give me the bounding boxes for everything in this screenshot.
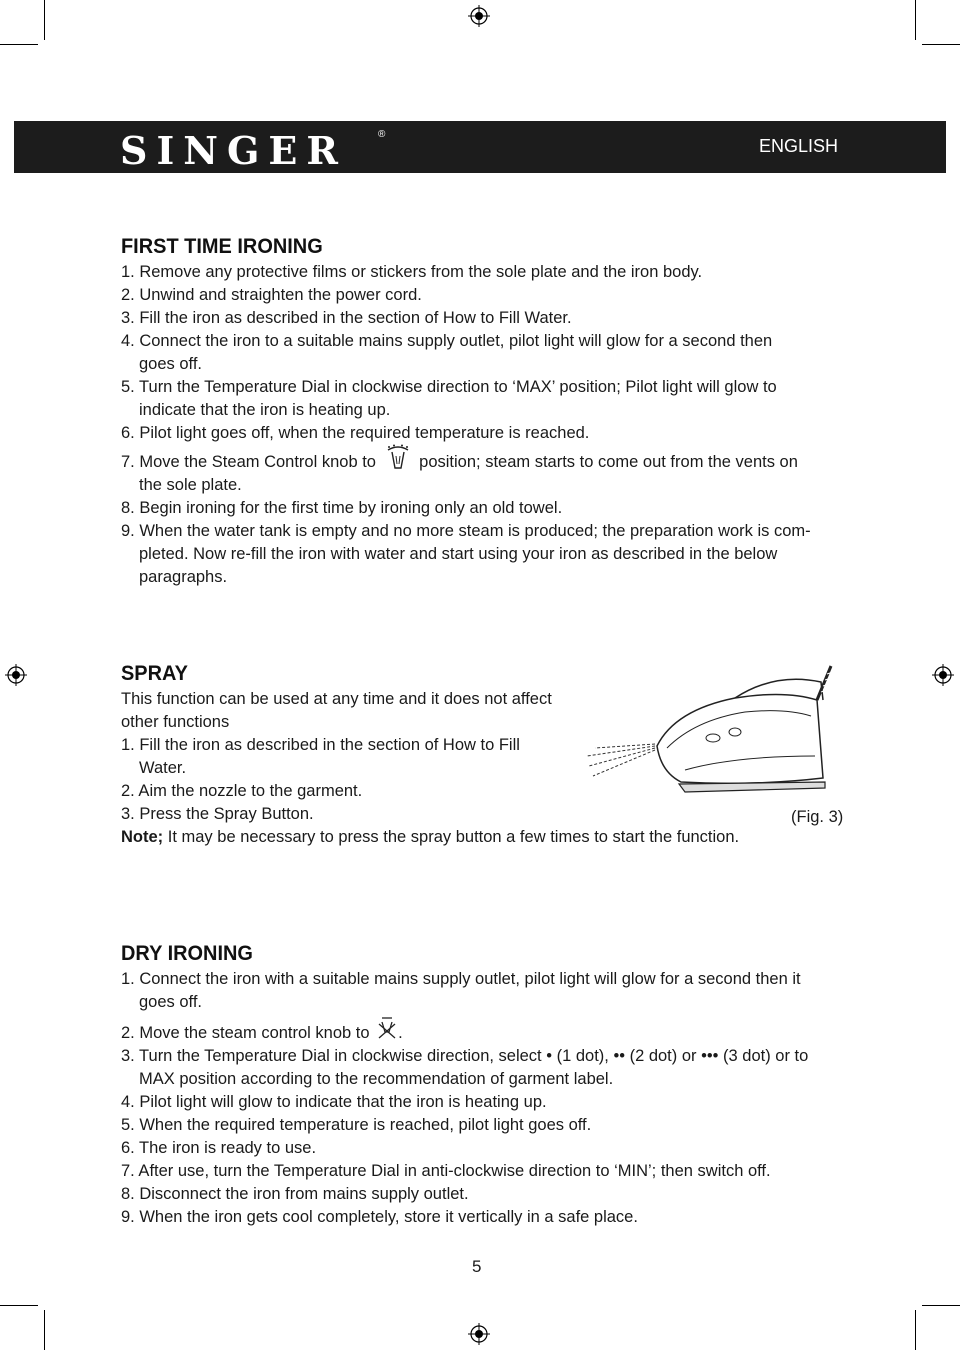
registration-mark-icon [468, 5, 490, 27]
list-item: 7. After use, turn the Temperature Dial in anti-clockwise direction to ‘MIN’; then switch off. [121, 1162, 771, 1180]
brand-logo: SINGER [120, 128, 347, 173]
list-item: 3. Fill the iron as described in the section of How to Fill Water. [121, 309, 572, 327]
list-item: 6. The iron is ready to use. [121, 1139, 317, 1157]
dry-ironing-section [121, 942, 808, 1229]
list-item: 3. Turn the Temperature Dial in clockwise direction, select • (1 dot), •• (2 dot) or ••• (3 dot) or to [121, 1047, 809, 1065]
list-item-continued: Water. [139, 759, 187, 777]
page-number: 5 [472, 1257, 482, 1276]
list-item-continued: MAX position according to the recommendation of garment label. [139, 1070, 614, 1088]
crop-mark [915, 1310, 916, 1350]
list-item: 9. When the water tank is empty and no more steam is produced; the preparation work is com- [121, 522, 811, 540]
list-item-continued: indicate that the iron is heating up. [139, 401, 391, 419]
list-item: 2. Aim the nozzle to the garment. [121, 782, 363, 800]
registered-mark: ® [378, 129, 386, 140]
note-label: Note; [121, 828, 164, 846]
note [121, 826, 739, 849]
crop-mark [922, 44, 960, 45]
list-item: 1. Remove any protective films or stickers from the sole plate and the iron body. [121, 263, 703, 281]
list-item-continued: the sole plate. [139, 476, 242, 494]
crop-mark [44, 0, 45, 40]
list-item: 8. Disconnect the iron from mains supply outlet. [121, 1185, 469, 1203]
section-heading: SPRAY [121, 662, 188, 685]
crop-mark [922, 1305, 960, 1306]
list-item: 8. Begin ironing for the first time by ironing only an old towel. [121, 499, 563, 517]
list-item [121, 451, 811, 474]
list-item: 1. Connect the iron with a suitable mains supply outlet, pilot light will glow for a second then it [121, 970, 801, 988]
section-heading: FIRST TIME IRONING [121, 235, 323, 258]
section-heading: DRY IRONING [121, 942, 253, 965]
crop-mark [44, 1310, 45, 1350]
list-item-continued: goes off. [139, 993, 202, 1011]
paragraph: This function can be used at any time and it does not affect [121, 690, 552, 708]
list-item: 4. Pilot light will glow to indicate that the iron is heating up. [121, 1093, 547, 1111]
list-item-text: . [398, 1024, 403, 1042]
list-item: 5. When the required temperature is reached, pilot light goes off. [121, 1116, 592, 1134]
crop-mark [0, 44, 38, 45]
list-item: 4. Connect the iron to a suitable mains supply outlet, pilot light will glow for a second then [121, 332, 773, 350]
first-time-ironing-section [121, 235, 811, 589]
list-item: 3. Press the Spray Button. [121, 805, 314, 823]
note-text: It may be necessary to press the spray button a few times to start the function. [163, 828, 740, 846]
figure-label: (Fig. 3) [791, 808, 844, 826]
no-steam-icon [376, 1016, 398, 1042]
list-item: 9. When the iron gets cool completely, store it vertically in a safe place. [121, 1208, 638, 1226]
list-item-continued: goes off. [139, 355, 202, 373]
iron-spray-illustration [585, 660, 845, 805]
registration-mark-icon [468, 1323, 490, 1345]
paragraph: other functions [121, 713, 230, 731]
language-label: ENGLISH [758, 136, 838, 156]
registration-mark-icon [5, 664, 27, 686]
list-item [121, 1022, 808, 1045]
crop-mark [0, 1305, 38, 1306]
list-item-text: 7. Move the Steam Control knob to [121, 453, 376, 471]
list-item-continued: pleted. Now re-fill the iron with water and start using your iron as described in the below [139, 545, 778, 563]
list-item: 6. Pilot light goes off, when the required temperature is reached. [121, 424, 590, 442]
list-item-continued: paragraphs. [139, 568, 228, 586]
list-item: 5. Turn the Temperature Dial in clockwise direction to ‘MAX’ position; Pilot light will glow to [121, 378, 777, 396]
header-bar [14, 121, 946, 173]
list-item: 1. Fill the iron as described in the section of How to Fill [121, 736, 520, 754]
crop-mark [915, 0, 916, 40]
list-item: 2. Unwind and straighten the power cord. [121, 286, 422, 304]
steam-setting-icon [383, 444, 413, 472]
list-item-text: 2. Move the steam control knob to [121, 1024, 370, 1042]
registration-mark-icon [932, 664, 954, 686]
list-item-text: position; steam starts to come out from the vents on [419, 453, 798, 471]
